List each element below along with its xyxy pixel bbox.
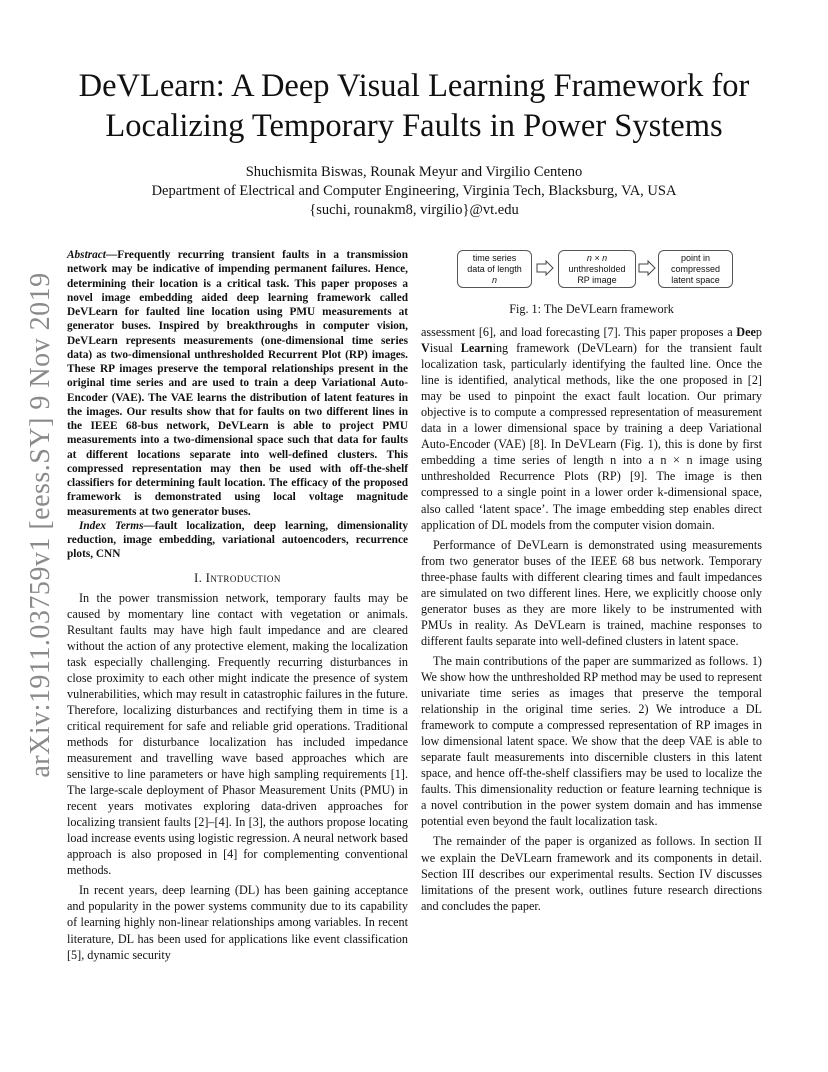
author-names: Shuchismita Biswas, Rounak Meyur and Virgilio Centeno — [245, 164, 583, 180]
intro-paragraph-1: In the power transmission network, temporary faults may be caused by momentary line contact with vegetation or animals. Resultant faults may have high fault impedance and are cleared without the action of any protective element, making the localization task especially challenging. Frequently recurring disturbances in close proximity to each other might indicate the presence of system vulnerabilities, which may result in catastrophic failures in the future. Therefore, localizing disturbances and rectifying them in time is a critical requirement for safe and reliable grid operations. Traditional methods for disturbance localization has included impedance measurement and travelling wave based approaches which are sensitive to line parameters or have high sampling requirements [1]. The large-scale deployment of Phasor Measurement Units (PMU) in recent years motivates exploring data-driven approaches for localizing transient faults [2]–[4]. In [3], the authors propose locating load increase events using logistic regression. A neural network based approach is also proposed in [4] for complementing conventional methods. — [67, 590, 408, 878]
intro-paragraph-3: assessment [6], and load forecasting [7]. This paper proposes a Deep Visual Learning framework (DeVLearn) for the transient fault localization task, particularly identifying the faulted line. Once the line is identified, analytical methods, like the one proposed in [2] may be used to pinpoint the exact fault location. Our primary objective is to compute a compressed representation of measurement data in a lower dimensional space by training a deep Variational Auto-Encoder (VAE) [8]. In DeVLearn (Fig. 1), this is done by first embedding a time series of length n into a n × n image using unthresholded Recurrence Plots (RP) [9]. The image is then compressed to a single point in a lower order k-dimensional space, also called ‘latent space’. The image embedding step enables direct application of DL models from the computer vision domain. — [421, 325, 762, 532]
intro-paragraph-6: The remainder of the paper is organized as follows. In section II we explain the DeVLearn framework and its components in detail. Section III describes our experimental results. Section IV discusses limitations of the present work, outlines future research directions and concludes the paper. — [421, 834, 762, 913]
intro-paragraph-2: In recent years, deep learning (DL) has been gaining acceptance and popularity in the power systems community due to its capability of learning highly non-linear relationships among variables. In recent literature, DL has been used for applications like event classification [5], dynamic security — [67, 883, 408, 962]
arrow-right-icon — [536, 260, 554, 276]
figure-box-rp-image: n × n unthresholded RP image — [558, 250, 636, 288]
affiliation: Department of Electrical and Computer Engineering, Virginia Tech, Blacksburg, VA, USA — [151, 183, 677, 199]
figure-caption: Fig. 1: The DeVLearn framework — [509, 302, 674, 316]
section-number: I. — [194, 570, 206, 585]
abstract-label: Abstract — [67, 249, 106, 261]
paper-title: DeVLearn: A Deep Visual Learning Framework for Localizing Temporary Faults in Power Systems — [78, 68, 750, 144]
abstract-text: —Frequently recurring transient faults in a transmission network may be indicative of impending permanent failures. Hence, determining their location is a critical task. This paper proposes a novel image embedding aided deep learning framework called DeVLearn for faulted line location using PMU measurements at generator buses. Inspired by breakthroughs in computer vision, DeVLearn represents measurements (one-dimensional time series data) as two-dimensional unthresholded Recurrent Plot (RP) images. These RP images preserve the temporal relationships present in the original time series and are used to train a deep Variational Auto-Encoder (VAE). The VAE learns the distribution of latent features in the images. Our results show that for faults on two different lines in the IEEE 68-bus network, DeVLearn is able to project PMU measurements into a two-dimensional space such that data for faults at different locations separate into well-defined clusters. This compressed representation may then be used with off-the-shelf classifiers for determining fault location. The efficacy of the proposed framework is demonstrated using local voltage magnitude measurements at two generator buses. — [67, 249, 408, 518]
index-terms — [67, 519, 408, 562]
figure-1 — [421, 248, 762, 324]
section-title: Introduction — [205, 570, 281, 585]
intro-paragraph-4: Performance of DeVLearn is demonstrated using measurements from two generator buses of the IEEE 68 bus network. Temporary three-phase faults with different clearing times and fault impedances are simulated on two different lines. Here, we explicitly choose only generator buses as they are more likely to be instrumented with PMUs in reality. As DeVLearn is trained, machine responses to different faults separate into well-defined clusters in latent space. — [421, 537, 762, 648]
abstract-paragraph — [67, 248, 408, 519]
author-emails: {suchi, rounakm8, virgilio}@vt.edu — [309, 202, 519, 218]
figure-box-time-series: time series data of length n — [457, 250, 532, 288]
arxiv-watermark — [20, 272, 62, 778]
right-column — [421, 248, 762, 918]
arxiv-id: arXiv:1911.03759v1 [eess.SY] 9 Nov 2019 — [25, 272, 56, 778]
author-block — [60, 163, 768, 220]
abstract — [67, 248, 408, 562]
left-column — [67, 248, 408, 967]
arrow-right-icon — [638, 260, 656, 276]
intro-paragraph-5: The main contributions of the paper are summarized as follows. 1) We show how the unthresholded RP method may be used to represent univariate time series as images that preserve the temporal relationship in the original time series. 2) We introduce a DL framework to compute a compressed representation of RP images in low dimensional latent space. We show that the deep VAE is able to separate fault measurements into discernible clusters in this latent space, and hence off-the-shelf classifiers may be used to localize the faults. This dimensionality reduction or feature learning technique is a novel contribution in the power system domain and has immense potential even beyond the fault localization task. — [421, 653, 762, 829]
figure-box-latent-point: point in compressed latent space — [658, 250, 733, 288]
index-terms-label: Index Terms — [79, 519, 144, 532]
index-terms-text: —fault localization, deep learning, dimensionality reduction, image embedding, variational autoencoders, recurrence plots, CNN — [67, 519, 408, 561]
section-heading-introduction — [67, 570, 408, 586]
